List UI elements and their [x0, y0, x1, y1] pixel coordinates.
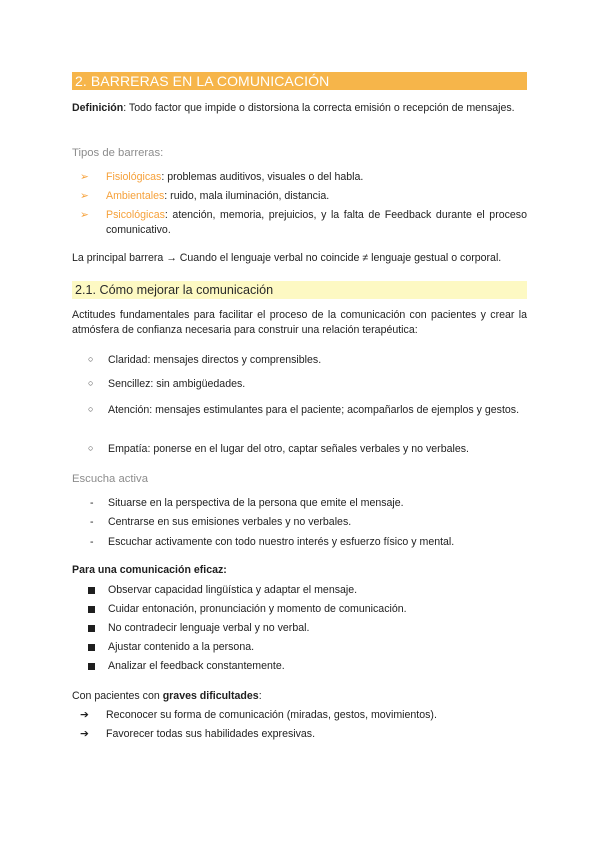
square-bullet-icon — [88, 663, 95, 670]
circle-bullet-icon: ○ — [88, 378, 94, 388]
patients-bold: graves dificultades — [162, 690, 259, 702]
dash-bullet: - — [90, 516, 94, 528]
effective-heading — [72, 563, 527, 578]
attitude-text: Atención: mensajes estimulantes para el paciente; acompañarlos de ejemplos y gestos. — [108, 404, 520, 416]
dash-bullet: - — [90, 497, 94, 509]
square-bullet-icon — [88, 587, 95, 594]
section-heading-mejorar: 2.1. Cómo mejorar la comunicación — [72, 281, 527, 299]
arrow-bullet-icon: ➢ — [80, 171, 89, 183]
list-item — [88, 403, 528, 418]
attitude-text: Sencillez: sin ambigüedades. — [108, 378, 246, 390]
patients-text: Reconocer su forma de comunicación (miradas, gestos, movimientos). — [106, 709, 437, 721]
arrow-right-icon: ➔ — [80, 728, 89, 740]
list-item — [88, 377, 528, 392]
intro-paragraph: Actitudes fundamentales para facilitar el proceso de la comunicación con pacientes y crear la atmósfera de confianza necesaria para construir una relación terapéutica: — [72, 309, 527, 336]
effective-text: Ajustar contenido a la persona. — [108, 641, 255, 653]
barrier-type-desc: : atención, memoria, prejuicios, y la falta de Feedback durante el proceso comunicativo. — [106, 209, 527, 236]
patients-prefix: Con pacientes con — [72, 690, 163, 702]
list-item — [88, 535, 528, 550]
listening-text: Escuchar activamente con todo nuestro interés y esfuerzo físico y mental. — [108, 536, 455, 548]
barrier-type-name: Fisiológicas — [106, 171, 162, 183]
barrier-type-desc: : problemas auditivos, visuales o del habla. — [161, 171, 364, 183]
list-item — [88, 496, 528, 511]
list-item — [88, 442, 528, 457]
effective-text: Analizar el feedback constantemente. — [108, 660, 285, 672]
effective-text: No contradecir lenguaje verbal y no verbal. — [108, 622, 310, 634]
circle-bullet-icon: ○ — [88, 354, 94, 364]
attitude-text: Empatía: ponerse en el lugar del otro, captar señales verbales y no verbales. — [108, 443, 469, 455]
barrier-type-name: Ambientales — [106, 190, 165, 202]
types-heading: Tipos de barreras: — [72, 147, 164, 159]
list-item — [88, 602, 528, 617]
arrow-right-icon: ➔ — [80, 709, 89, 721]
effective-heading-text: Para una comunicación eficaz: — [72, 564, 227, 576]
list-item — [88, 583, 528, 598]
definition-text: : Todo factor que impide o distorsiona la correcta emisión o recepción de mensajes. — [123, 102, 515, 114]
list-item — [88, 659, 528, 674]
list-item — [80, 170, 527, 185]
list-item — [80, 189, 527, 204]
listening-heading: Escucha activa — [72, 473, 148, 485]
square-bullet-icon — [88, 625, 95, 632]
list-item — [80, 708, 527, 723]
section-heading-barreras: 2. BARRERAS EN LA COMUNICACIÓN — [72, 72, 527, 90]
effective-text: Cuidar entonación, pronunciación y momento de comunicación. — [108, 603, 407, 615]
list-item — [80, 208, 527, 238]
patients-text: Favorecer todas sus habilidades expresivas. — [106, 728, 316, 740]
dash-bullet: - — [90, 536, 94, 548]
definition-term: Definición — [72, 102, 124, 114]
circle-bullet-icon: ○ — [88, 443, 94, 453]
list-item — [88, 621, 528, 636]
definition-paragraph — [72, 101, 527, 116]
square-bullet-icon — [88, 606, 95, 613]
list-item — [88, 640, 528, 655]
arrow-bullet-icon: ➢ — [80, 209, 89, 221]
list-item — [80, 727, 527, 742]
effective-text: Observar capacidad lingüística y adaptar el mensaje. — [108, 584, 358, 596]
square-bullet-icon — [88, 644, 95, 651]
patients-heading — [72, 689, 527, 704]
attitude-text: Claridad: mensajes directos y comprensibles. — [108, 354, 322, 366]
principal-barrier-text: La principal barrera → Cuando el lenguaje verbal no coincide ≠ lenguaje gestual o corporal. — [72, 252, 502, 264]
list-item — [88, 515, 528, 530]
barrier-type-name: Psicológicas — [106, 209, 165, 221]
barrier-type-desc: : ruido, mala iluminación, distancia. — [164, 190, 330, 202]
patients-suffix: : — [258, 690, 262, 702]
list-item — [88, 353, 528, 368]
arrow-bullet-icon: ➢ — [80, 190, 89, 202]
circle-bullet-icon: ○ — [88, 404, 94, 414]
listening-text: Centrarse en sus emisiones verbales y no verbales. — [108, 516, 352, 528]
listening-text: Situarse en la perspectiva de la persona que emite el mensaje. — [108, 497, 404, 509]
